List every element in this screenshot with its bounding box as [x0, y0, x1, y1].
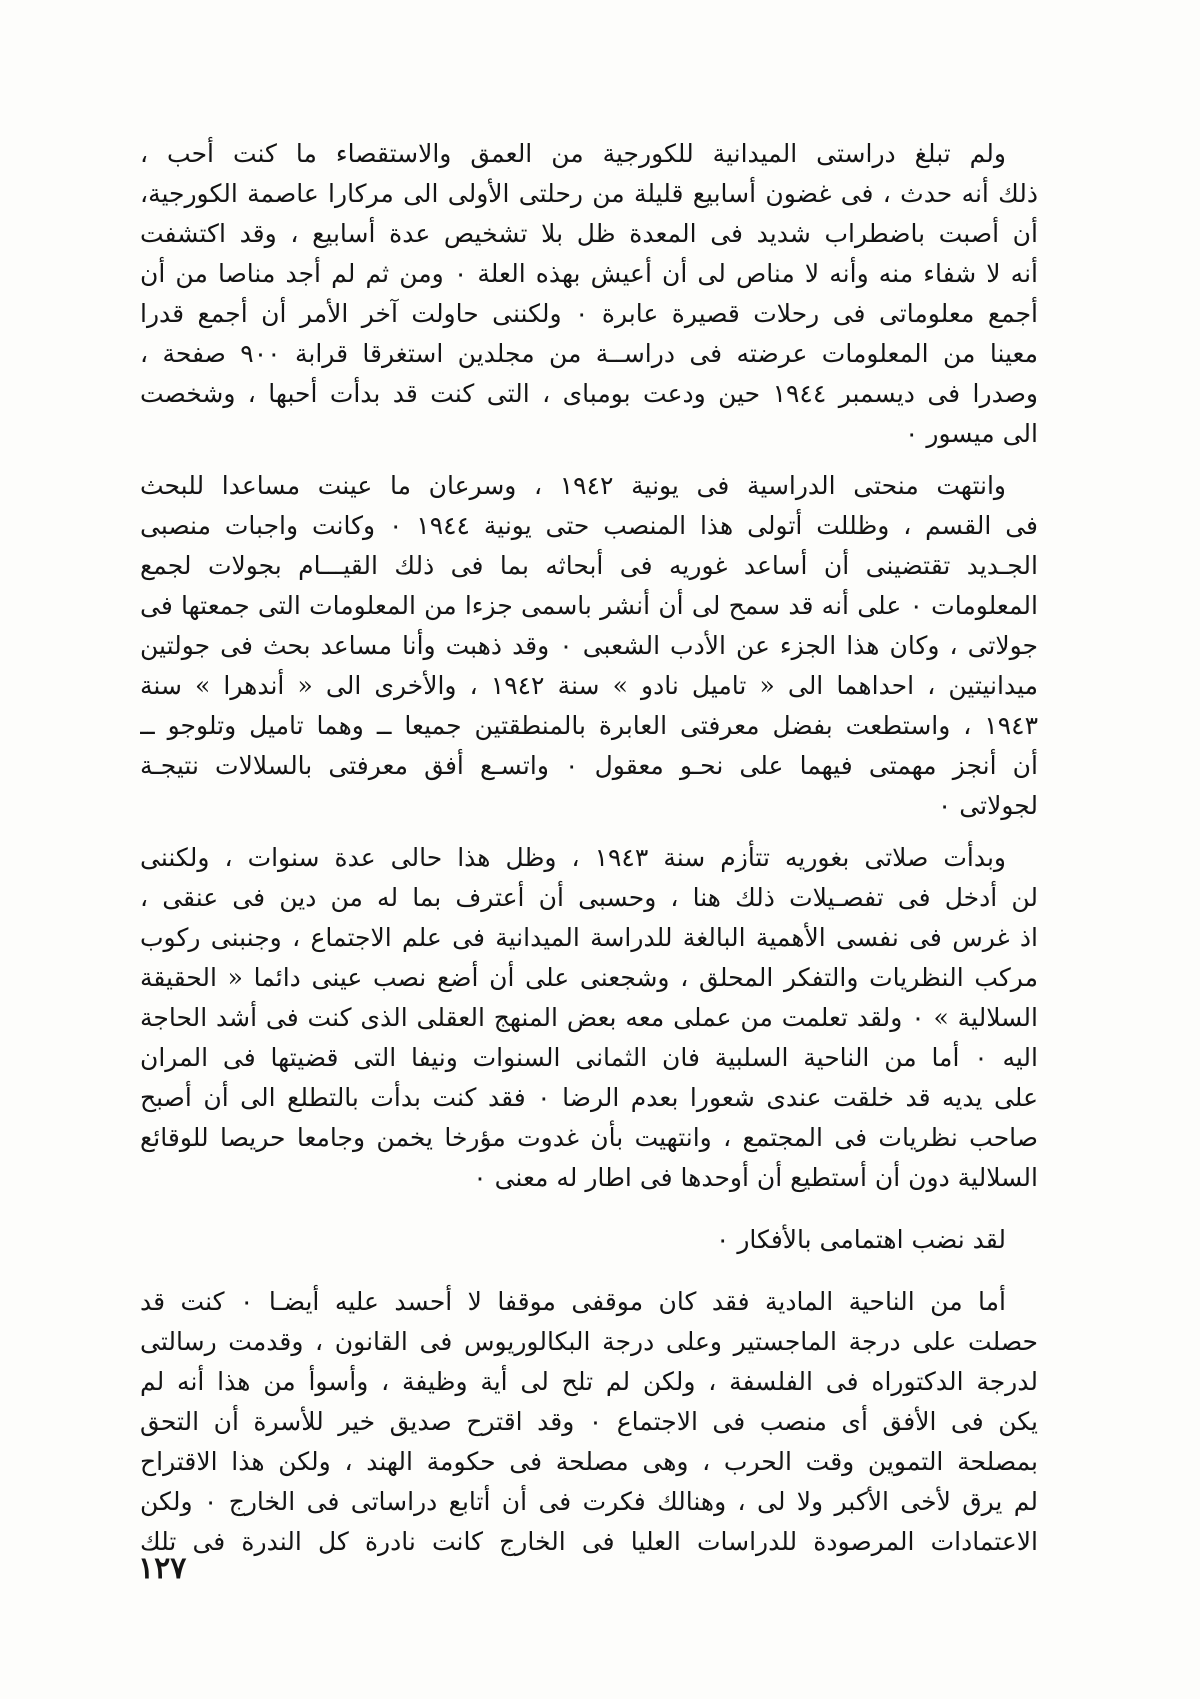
page-number: ١٢٧ — [138, 1551, 187, 1586]
text-line: أن أنجز مهمتى فيهما على نحـو معقول ٠ واتسـع أفق معرفتى بالسلالات نتيجـة — [140, 751, 1038, 780]
text-line: مركب النظريات والتفكر المحلق ، وشجعنى على أن أضع نصب عينى دائما « الحقيقة — [140, 963, 1038, 992]
paragraph-research-assistant — [140, 466, 1038, 826]
text-line: حصلت على درجة الماجستير وعلى درجة البكالوريوس فى القانون ، وقدمت رسالتى — [140, 1327, 1038, 1356]
text-line: ميدانيتين ، احداهما الى « تاميل نادو » سنة ١٩٤٢ ، والأخرى الى « أندهرا » سنة — [140, 671, 1038, 700]
text-line: الاعتمادات المرصودة للدراسات العليا فى الخارج كانت نادرة كل الندرة فى تلك — [140, 1527, 1038, 1556]
paragraph-spacer — [140, 1198, 1038, 1220]
text-line: أجمع معلوماتى فى رحلات قصيرة عابرة ٠ ولكننى حاولت آخر الأمر أن أجمع قدرا — [140, 299, 1038, 328]
text-line: أن أصبت باضطراب شديد فى المعدة ظل بلا تشخيص عدة أسابيع ، وقد اكتشفت — [140, 219, 1038, 248]
text-line: لن أدخل فى تفصـيلات ذلك هنا ، وحسبى أن أعترف بما له من دين فى عنقى ، — [140, 883, 1038, 912]
text-line: بمصلحة التموين وقت الحرب ، وهى مصلحة فى حكومة الهند ، ولكن هذا الاقتراح — [140, 1447, 1038, 1476]
text-line: السلالية دون أن أستطيع أن أوحدها فى اطار له معنى ٠ — [473, 1163, 1038, 1192]
text-line: أنه لا شفاء منه وأنه لا مناص لى أن أعيش بهذه العلة ٠ ومن ثم لم أجد مناصا من أن — [140, 259, 1038, 288]
text-line: ولم تبلغ دراستى الميدانية للكورجية من العمق والاستقصاء ما كنت أحب ، — [140, 139, 1006, 168]
paragraph-interest-ideas — [140, 1220, 1038, 1260]
text-line: ذلك أنه حدث ، فى غضون أسابيع قليلة من رحلتى الأولى الى مركارا عاصمة الكورجية، — [140, 179, 1038, 208]
text-line: فى القسم ، وظللت أتولى هذا المنصب حتى يونية ١٩٤٤ ٠ وكانت واجبات منصبى — [140, 511, 1038, 540]
text-line: صاحب نظريات فى المجتمع ، وانتهيت بأن غدوت مؤرخا يخمن وجامعا حريصا للوقائع — [140, 1123, 1038, 1152]
text-line: لم يرق لأخى الأكبر ولا لى ، وهنالك فكرت فى أن أتابع دراساتى فى الخارج ٠ ولكن — [140, 1487, 1038, 1516]
text-line: السلالية » ٠ ولقد تعلمت من عملى معه بعض المنهج العقلى الذى كنت فى أشد الحاجة — [140, 1003, 1038, 1032]
text-line: وانتهت منحتى الدراسية فى يونية ١٩٤٢ ، وسرعان ما عينت مساعدا للبحث — [140, 471, 1006, 500]
text-line: معينا من المعلومات عرضته فى دراســة من مجلدين استغرقا قرابة ٩٠٠ صفحة ، — [140, 339, 1038, 368]
text-line: اليه ٠ أما من الناحية السلبية فان الثمانى السنوات ونيفا التى قضيتها فى المران — [140, 1043, 1038, 1072]
paragraph-spacer — [140, 826, 1038, 838]
text-line: لدرجة الدكتوراه فى الفلسفة ، ولكن لم تلح لى أية وظيفة ، وأسوأ من هذا أنه لم — [140, 1367, 1038, 1396]
text-line: ١٩٤٣ ، واستطعت بفضل معرفتى العابرة بالمنطقتين جميعا ــ وهما تاميل وتلوجو ــ — [140, 711, 1038, 740]
paragraph-coorg-study — [140, 134, 1038, 454]
text-line: الى ميسور ٠ — [905, 419, 1038, 448]
page-body — [140, 134, 1038, 1562]
text-line: لجولاتى ٠ — [937, 791, 1038, 820]
paragraph-spacer — [140, 454, 1038, 466]
paragraph-material-situation — [140, 1282, 1038, 1562]
text-line: اذ غرس فى نفسى الأهمية البالغة للدراسة الميدانية فى علم الاجتماع ، وجنبنى ركوب — [140, 923, 1038, 952]
text-line: لقد نضب اهتمامى بالأفكار ٠ — [715, 1225, 1006, 1254]
paragraph-ghurye-relations — [140, 838, 1038, 1198]
text-line: على يديه قد خلقت عندى شعورا بعدم الرضا ٠ فقد كنت بدأت بالتطلع الى أن أصبح — [140, 1083, 1038, 1112]
text-line: المعلومات ٠ على أنه قد سمح لى أن أنشر باسمى جزءا من المعلومات التى جمعتها فى — [140, 591, 1038, 620]
text-line: جولاتى ، وكان هذا الجزء عن الأدب الشعبى ٠ وقد ذهبت وأنا مساعد بحث فى جولتين — [140, 631, 1038, 660]
text-line: الجـديد تقتضينى أن أساعد غوريه فى أبحاثه بما فى ذلك القيـــام بجولات لجمع — [140, 551, 1038, 580]
paragraph-spacer — [140, 1260, 1038, 1282]
text-line: وبدأت صلاتى بغوريه تتأزم سنة ١٩٤٣ ، وظل هذا حالى عدة سنوات ، ولكننى — [140, 843, 1006, 872]
text-line: أما من الناحية المادية فقد كان موقفى موقفا لا أحسد عليه أيضـا ٠ كنت قد — [140, 1287, 1006, 1316]
text-line: يكن فى الأفق أى منصب فى الاجتماع ٠ وقد اقترح صديق خير للأسرة أن التحق — [140, 1407, 1038, 1436]
text-line: وصدرا فى ديسمبر ١٩٤٤ حين ودعت بومباى ، التى كنت قد بدأت أحبها ، وشخصت — [140, 379, 1038, 408]
